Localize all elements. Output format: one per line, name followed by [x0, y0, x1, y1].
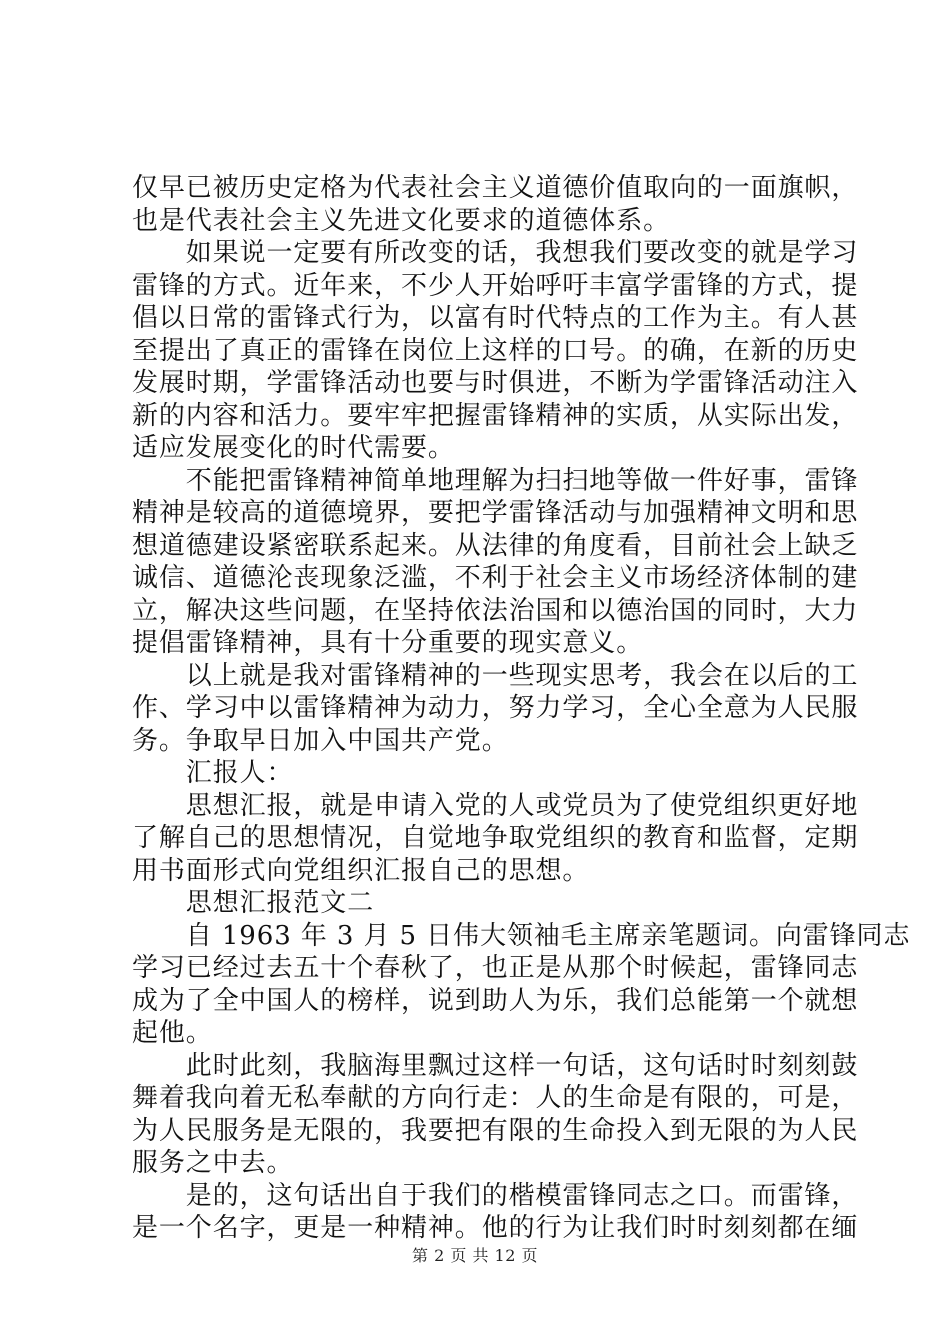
- text-line: 汇报人：: [132, 758, 294, 788]
- text-line: 作、学习中以雷锋精神为动力，努力学习，全心全意为人民服: [132, 693, 859, 723]
- text-line: 务。争取早日加入中国共产党。: [132, 725, 509, 756]
- page-footer: 第 2 页 共 12 页: [412, 1246, 538, 1265]
- text-line: 也是代表社会主义先进文化要求的道德体系。: [132, 205, 671, 236]
- text-line: 舞着我向着无私奉献的方向行走：人的生命是有限的，可是，: [132, 1083, 859, 1113]
- text-line: 精神是较高的道德境界，要把学雷锋活动与加强精神文明和思: [132, 498, 859, 528]
- text-line: 思想汇报，就是申请入党的人或党员为了使党组织更好地: [132, 790, 859, 821]
- text-line: 立，解决这些问题，在坚持依法治国和以德治国的同时，大力: [132, 595, 859, 626]
- text-line: 成为了全中国人的榜样，说到助人为乐，我们总能第一个就想: [132, 985, 859, 1016]
- section-heading: 思想汇报范文二: [132, 888, 375, 918]
- text-line: 如果说一定要有所改变的话，我想我们要改变的就是学习: [132, 238, 859, 268]
- text-line: 是一个名字，更是一种精神。他的行为让我们时时刻刻都在缅: [132, 1213, 859, 1243]
- text-line: 是的，这句话出自于我们的楷模雷锋同志之口。而雷锋，: [132, 1180, 859, 1211]
- text-line: 学习已经过去五十个春秋了，也正是从那个时候起，雷锋同志: [132, 953, 859, 983]
- text-line: 诚信、道德沦丧现象泛滥，不利于社会主义市场经济体制的建: [132, 563, 859, 593]
- text-line: 雷锋的方式。近年来，不少人开始呼吁丰富学雷锋的方式，提: [132, 270, 859, 301]
- text-line: 起他。: [132, 1018, 213, 1048]
- text-line: 以上就是我对雷锋精神的一些现实思考，我会在以后的工: [132, 660, 859, 691]
- text-line: 仅早已被历史定格为代表社会主义道德价值取向的一面旗帜，: [132, 173, 859, 203]
- text-line: 想道德建设紧密联系起来。从法律的角度看，目前社会上缺乏: [132, 530, 859, 561]
- text-line: 新的内容和活力。要牢牢把握雷锋精神的实质，从实际出发，: [132, 400, 859, 431]
- text-line: 至提出了真正的雷锋在岗位上这样的口号。的确，在新的历史: [132, 335, 859, 366]
- text-line: 此时此刻，我脑海里飘过这样一句话，这句话时时刻刻鼓: [132, 1050, 859, 1081]
- text-line: 倡以日常的雷锋式行为，以富有时代特点的工作为主。有人甚: [132, 303, 859, 333]
- document-body: [132, 172, 911, 1245]
- text-line: 发展时期，学雷锋活动也要与时俱进，不断为学雷锋活动注入: [132, 368, 859, 398]
- text-line: 用书面形式向党组织汇报自己的思想。: [132, 855, 590, 886]
- text-line: 自 1963 年 3 月 5 日伟大领袖毛主席亲笔题词。向雷锋同志: [132, 920, 911, 951]
- text-line: 了解自己的思想情况，自觉地争取党组织的教育和监督，定期: [132, 823, 859, 853]
- text-line: 为人民服务是无限的，我要把有限的生命投入到无限的为人民: [132, 1115, 859, 1146]
- text-line: 服务之中去。: [132, 1148, 294, 1178]
- text-line: 不能把雷锋精神简单地理解为扫扫地等做一件好事，雷锋: [132, 465, 859, 496]
- text-line: 适应发展变化的时代需要。: [132, 433, 455, 463]
- text-line: 提倡雷锋精神，具有十分重要的现实意义。: [132, 628, 644, 658]
